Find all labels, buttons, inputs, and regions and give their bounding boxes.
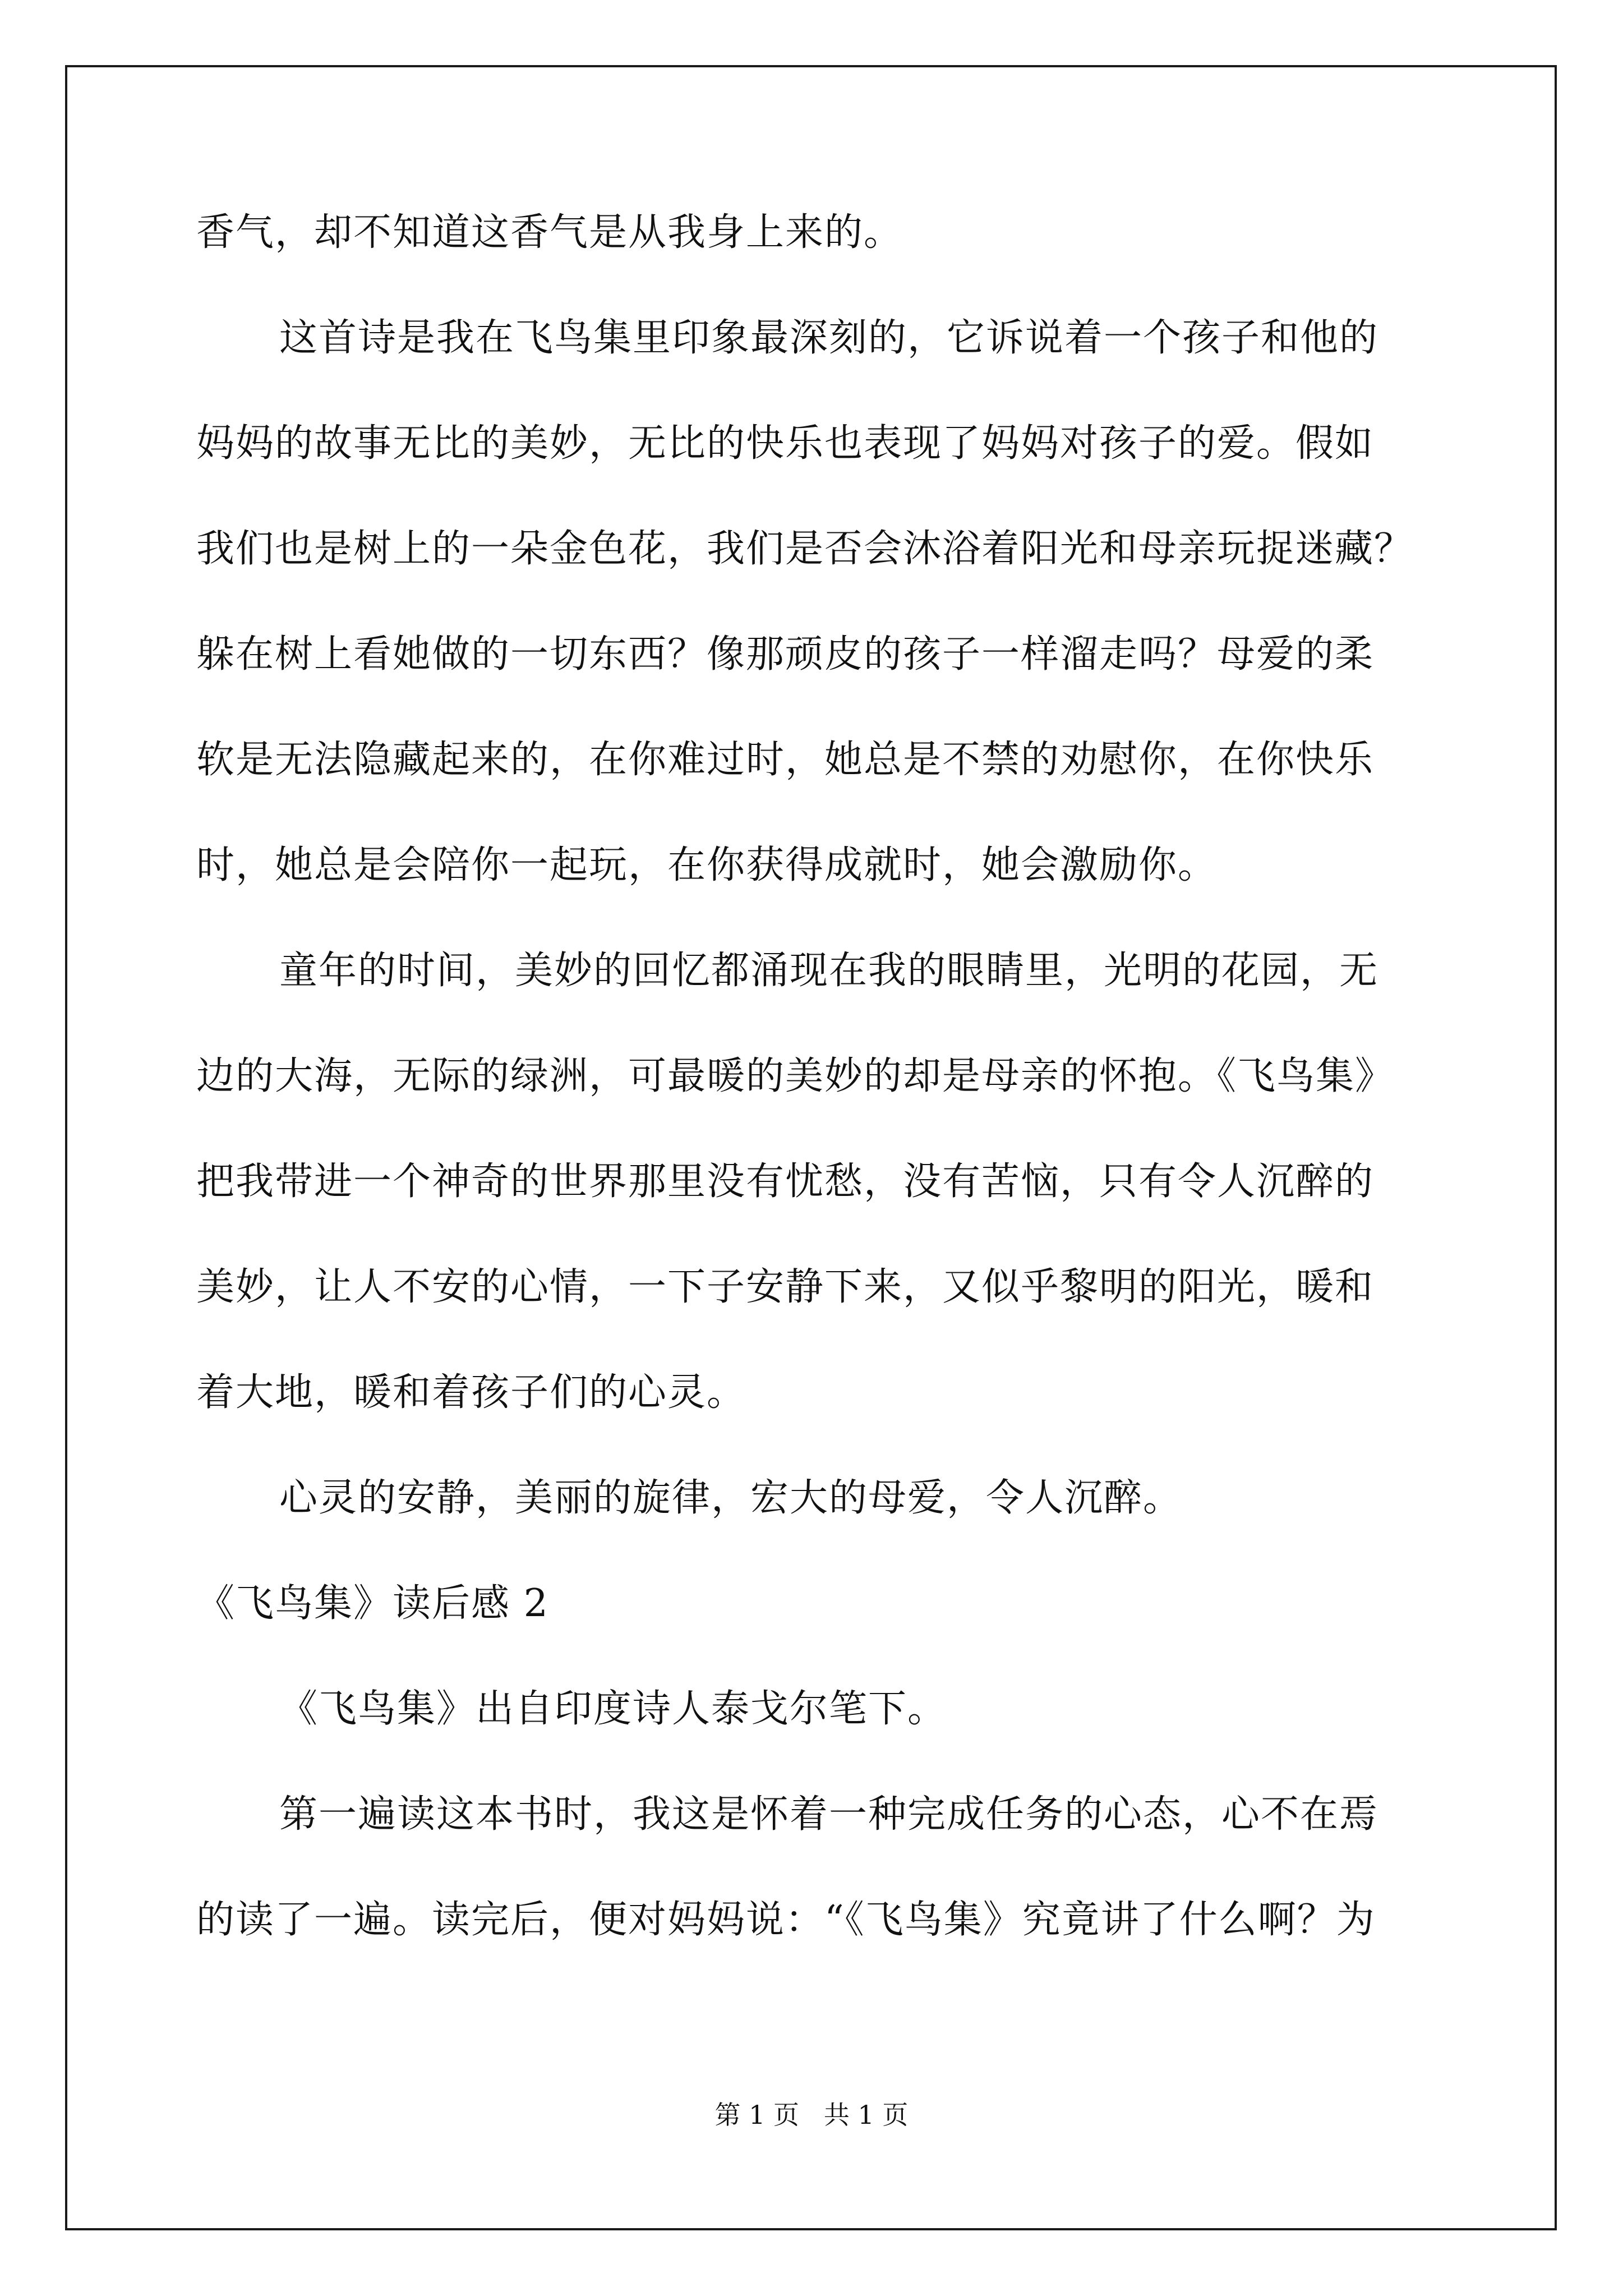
text-line: 美妙，让人不安的心情，一下子安静下来，又似乎黎明的阳光，暖和: [196, 1265, 1375, 1309]
page-number-footer: 第 1 页 共 1 页: [714, 2100, 909, 2130]
text-line: 软是无法隐藏起来的，在你难过时，她总是不禁的劝慰你，在你快乐: [196, 738, 1375, 782]
paragraph-first-line: 这首诗是我在飞鸟集里印象最深刻的，它诉说着一个孩子和他的: [279, 316, 1379, 360]
text-line: 把我带进一个神奇的世界那里没有忧愁，没有苦恼，只有令人沉醉的: [196, 1159, 1375, 1204]
text-line: 着大地，暖和着孩子们的心灵。: [196, 1370, 746, 1415]
text-line: 的读了一遍。读完后，便对妈妈说：“《飞鸟集》究竟讲了什么啊？为: [196, 1898, 1376, 1942]
text-line: 躲在树上看她做的一切东西？像那顽皮的孩子一样溜走吗？母爱的柔: [196, 632, 1375, 677]
text-line: 香气，却不知道这香气是从我身上来的。: [196, 210, 903, 255]
paragraph-first-line: 心灵的安静，美丽的旋律，宏大的母爱，令人沉醉。: [279, 1476, 1183, 1520]
text-line: 时，她总是会陪你一起玩，在你获得成就时，她会激励你。: [196, 843, 1218, 887]
paragraph-first-line: 第一遍读这本书时，我这是怀着一种完成任务的心态，心不在焉: [279, 1792, 1379, 1837]
paragraph-first-line: 《飞鸟集》出自印度诗人泰戈尔笔下。: [279, 1687, 947, 1731]
text-line: 边的大海，无际的绿洲，可最暖的美妙的却是母亲的怀抱。《飞鸟集》: [196, 1054, 1395, 1098]
text-line: 妈妈的故事无比的美妙，无比的快乐也表现了妈妈对孩子的爱。假如: [196, 421, 1375, 466]
document-body: [196, 202, 1430, 1995]
section-heading: 《飞鸟集》读后感 2: [196, 1581, 549, 1626]
paragraph-first-line: 童年的时间，美妙的回忆都涌现在我的眼睛里，光明的花园，无: [279, 949, 1379, 993]
text-line: 我们也是树上的一朵金色花，我们是否会沐浴着阳光和母亲玩捉迷藏？: [196, 527, 1414, 571]
